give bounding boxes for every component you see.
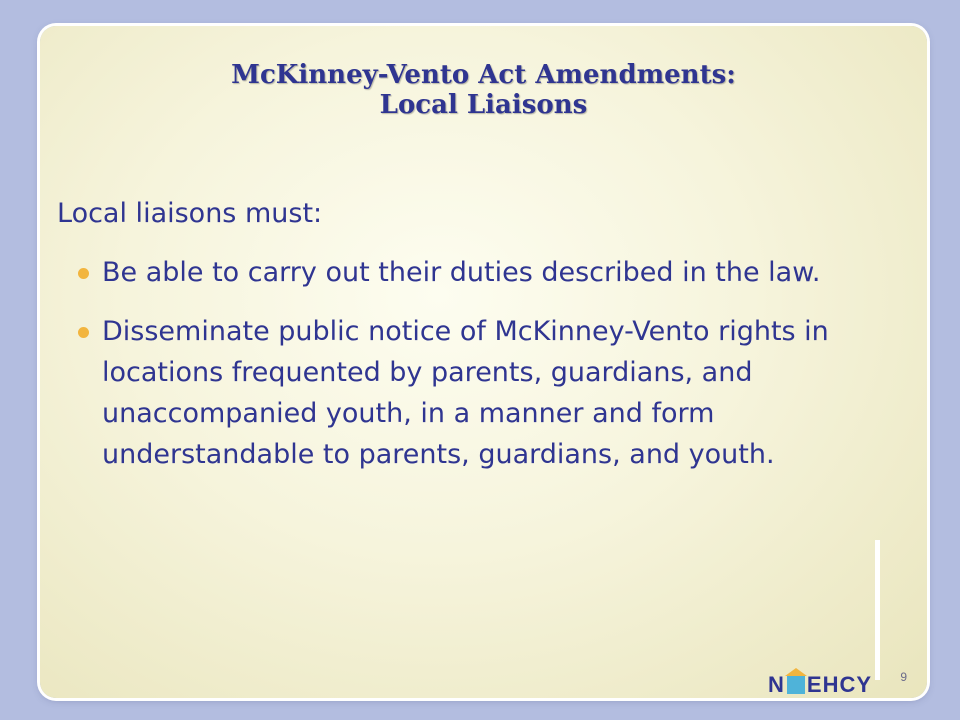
slide-intro: Local liaisons must: — [57, 198, 323, 229]
slide-title — [40, 60, 927, 120]
bullet-dot-icon — [78, 268, 89, 279]
decorative-rule — [875, 540, 880, 680]
bullet-item — [74, 252, 894, 293]
logo-suffix: EHCY — [806, 672, 873, 697]
slide-title-line2: Local Liaisons — [379, 90, 588, 120]
house-icon — [787, 676, 805, 694]
bullet-item — [74, 311, 894, 475]
logo-prefix: N — [768, 672, 785, 697]
bullet-list — [74, 252, 894, 493]
page-number: 9 — [900, 670, 907, 684]
bullet-dot-icon — [78, 327, 89, 338]
bullet-text: Be able to carry out their duties described in the law. — [102, 257, 821, 288]
nehcy-logo — [768, 672, 872, 698]
bullet-text: Disseminate public notice of McKinney-Vento rights in locations frequented by parents, guardians, and unaccompanied youth, in a manner and form understandable to parents, guardians, and youth. — [102, 316, 829, 470]
slide-card — [40, 26, 927, 698]
slide-title-line1: McKinney-Vento Act Amendments: — [231, 60, 736, 90]
